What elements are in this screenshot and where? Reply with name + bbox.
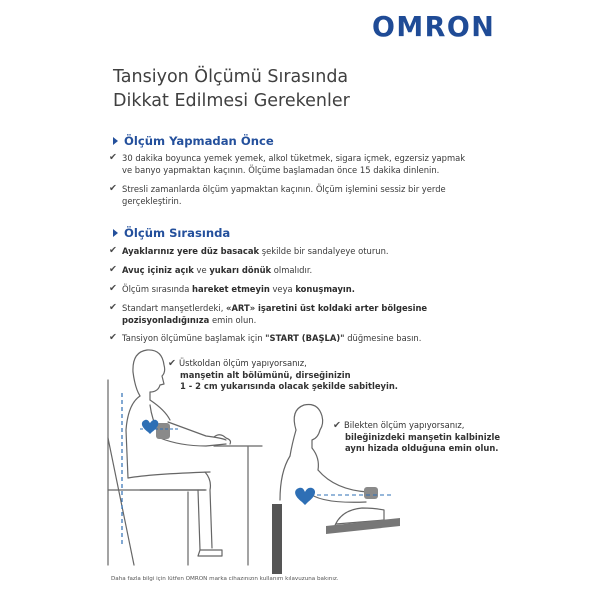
note-line: Üstkoldan ölçüm yapıyorsanız, <box>178 358 307 368</box>
note-bold-line: bileğinizdeki manşetin kalbinizle <box>345 431 500 442</box>
neck-back <box>133 372 140 396</box>
note-line: Bilekten ölçüm yapıyorsanız, <box>343 420 465 430</box>
foot <box>198 550 222 556</box>
section-heading-during-text: Ölçüm Sırasında <box>124 226 231 240</box>
item-line: ve banyo yapmaktan kaçının. Ölçüme başlamadan önce 15 dakika dinlenin. <box>122 165 440 175</box>
check-icon: ✔ <box>168 358 176 369</box>
note-upper-arm <box>168 358 398 393</box>
bold-text: hareket etmeyin <box>192 284 270 294</box>
plain-text: düğmesine basın. <box>344 333 422 343</box>
bold-text: «ART» işaretini üst koldaki arter bölgesine <box>226 303 428 313</box>
wrist-cuff <box>364 487 378 499</box>
plain-text: şekilde bir sandalyeye oturun. <box>259 246 389 256</box>
check-icon: ✔ <box>109 302 117 313</box>
plain-text: ve <box>193 265 210 275</box>
bold-text: pozisyonladığınıza <box>122 315 210 325</box>
shin-back <box>198 490 200 550</box>
bold-text: Ayaklarınız yere düz basacak <box>122 246 260 256</box>
forearm-top <box>168 422 226 440</box>
note-wrist <box>333 420 500 455</box>
plain-text: Tansiyon ölçümüne başlamak için <box>122 333 266 343</box>
check-icon: ✔ <box>109 183 117 194</box>
check-icon: ✔ <box>109 283 117 294</box>
plain-text: emin olun. <box>209 315 257 325</box>
footer-note: Daha fazla bilgi için lütfen OMRON marka cihazınızın kullanım kılavuzuna bakınız. <box>111 576 339 582</box>
shin-front <box>205 472 212 548</box>
check-icon: ✔ <box>109 245 117 256</box>
chest <box>312 448 318 470</box>
item-line: gerçekleştirin. <box>122 196 182 206</box>
item-line: 30 dakika boyunca yemek yemek, alkol tüketmek, sigara içmek, egzersiz yapmak <box>122 153 466 163</box>
omron-logo: OMRON <box>372 11 496 43</box>
forearm-bottom <box>160 438 226 446</box>
section-heading-before-text: Ölçüm Yapmadan Önce <box>124 134 274 148</box>
torso-back <box>126 396 140 478</box>
bold-text: Avuç içiniz açık <box>122 265 194 275</box>
chair-frame <box>108 438 134 565</box>
thigh-top <box>128 472 210 478</box>
check-icon: ✔ <box>109 152 117 163</box>
bold-text: yukarı dönük <box>209 265 272 275</box>
hand <box>214 435 231 444</box>
upper-arm-top <box>318 470 368 492</box>
bold-text: konuşmayın. <box>295 284 355 294</box>
note-bold-line: manşetin alt bölümünü, dirseğinizin <box>180 369 351 380</box>
torso-back <box>280 456 290 500</box>
check-icon: ✔ <box>109 332 117 343</box>
heart-icon <box>142 420 158 434</box>
title-line-2: Dikkat Edilmesi Gerekenler <box>113 91 350 111</box>
title-line-1: Tansiyon Ölçümü Sırasında <box>113 67 349 87</box>
upper-arm-bottom <box>308 492 366 502</box>
chair-back-wrist <box>272 504 282 574</box>
note-bold-line: 1 - 2 cm yukarısında olacak şekilde sabitleyin. <box>180 381 398 391</box>
neck-back <box>290 430 296 456</box>
check-icon: ✔ <box>109 264 117 275</box>
plain-text: veya <box>269 284 296 294</box>
item-line: Stresli zamanlarda ölçüm yapmaktan kaçının. Ölçüm işlemini sessiz bir yerde <box>122 184 446 194</box>
bold-text: "START (BAŞLA)" <box>265 333 345 343</box>
heart-icon <box>295 488 315 505</box>
head-outline <box>294 404 322 448</box>
upper-arm-cuff <box>156 423 170 439</box>
plain-text: Ölçüm sırasında <box>122 284 193 294</box>
plain-text: Standart manşetlerdeki, <box>122 303 227 313</box>
check-icon: ✔ <box>333 420 341 431</box>
note-bold-line: aynı hizada olduğuna emin olun. <box>345 443 499 453</box>
plain-text: olmalıdır. <box>271 265 313 275</box>
